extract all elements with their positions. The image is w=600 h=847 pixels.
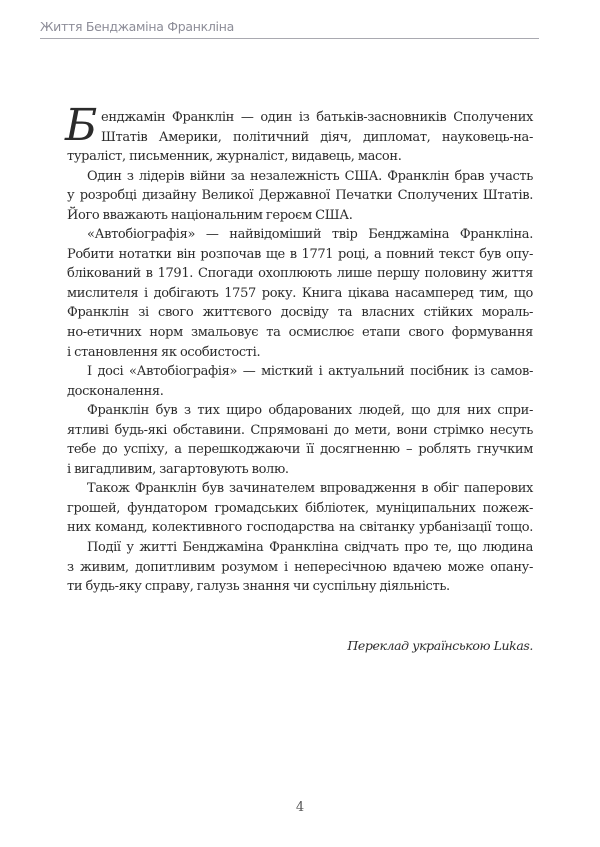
body-text xyxy=(65,100,533,597)
running-header: Життя Бенджаміна Франкліна xyxy=(40,19,234,34)
text-line: Франклін був з тих щиро обдарованих людей, що для них спри- xyxy=(87,403,533,419)
text-line: Події у житті Бенджаміна Франкліна свідчать про те, що людина xyxy=(87,540,533,556)
text-line: мислителя і добігають 1757 року. Книга цікава насамперед тим, що xyxy=(67,285,533,301)
text-line: грошей, фундатором громадських бібліотек, муніципальних пожеж- xyxy=(67,500,533,516)
page-number: 4 xyxy=(295,800,305,815)
text-line: досконалення. xyxy=(67,383,164,399)
text-line: Штатів Америки, політичний діяч, дипломат, науковець-на- xyxy=(101,129,533,145)
header-divider xyxy=(40,38,539,39)
text-line: і вигадливим, загартовують волю. xyxy=(67,461,289,477)
text-line: них команд, колективного господарства на світанку урбанізації тощо. xyxy=(67,520,533,536)
text-line: Робити нотатки він розпочав ще в 1771 році, а повний текст був опу- xyxy=(67,246,533,262)
text-line: но-етичних норм змальовує та осмислює етапи свого формування xyxy=(67,325,533,341)
drop-cap: Б xyxy=(65,100,97,151)
text-line: Один з лідерів війни за незалежність США. Франклін брав участь xyxy=(87,168,533,184)
text-line: у розробці дизайну Великої Державної Печатки Сполучених Штатів. xyxy=(67,188,533,204)
text-line: Також Франклін був зачинателем впровадження в обіг паперових xyxy=(87,481,533,497)
text-line: енджамін Франклін — один із батьків-засновників Сполучених xyxy=(101,110,533,125)
text-line: з живим, допитливим розумом і непересічною вдачею може опану- xyxy=(67,559,533,575)
text-line: ти будь-яку справу, галузь знання чи суспільну діяльність. xyxy=(67,579,450,595)
text-line: тебе до успіху, а перешкоджаючи її досягненню – роблять гнучким xyxy=(67,442,533,458)
text-line: Франклін зі свого життєвого досвіду та власних стійких мораль- xyxy=(67,305,533,321)
text-line: «Автобіографія» — найвідоміший твір Бенджаміна Франкліна. xyxy=(87,227,533,243)
text-line: і становлення як особистості. xyxy=(67,344,261,360)
text-line: І досі «Автобіографія» — місткий і актуальний посібник із самов- xyxy=(87,364,533,380)
text-line: ятливі будь-які обставини. Спрямовані до мети, вони стрімко несуть xyxy=(67,422,533,438)
translator-signature: Переклад українською Lukas. xyxy=(347,638,533,653)
text-line: Його вважають національним героєм США. xyxy=(67,207,353,223)
text-line: блікований в 1791. Спогади охоплюють лише першу половину життя xyxy=(67,266,533,282)
text-line: тураліст, письменник, журналіст, видавець, масон. xyxy=(67,149,402,165)
